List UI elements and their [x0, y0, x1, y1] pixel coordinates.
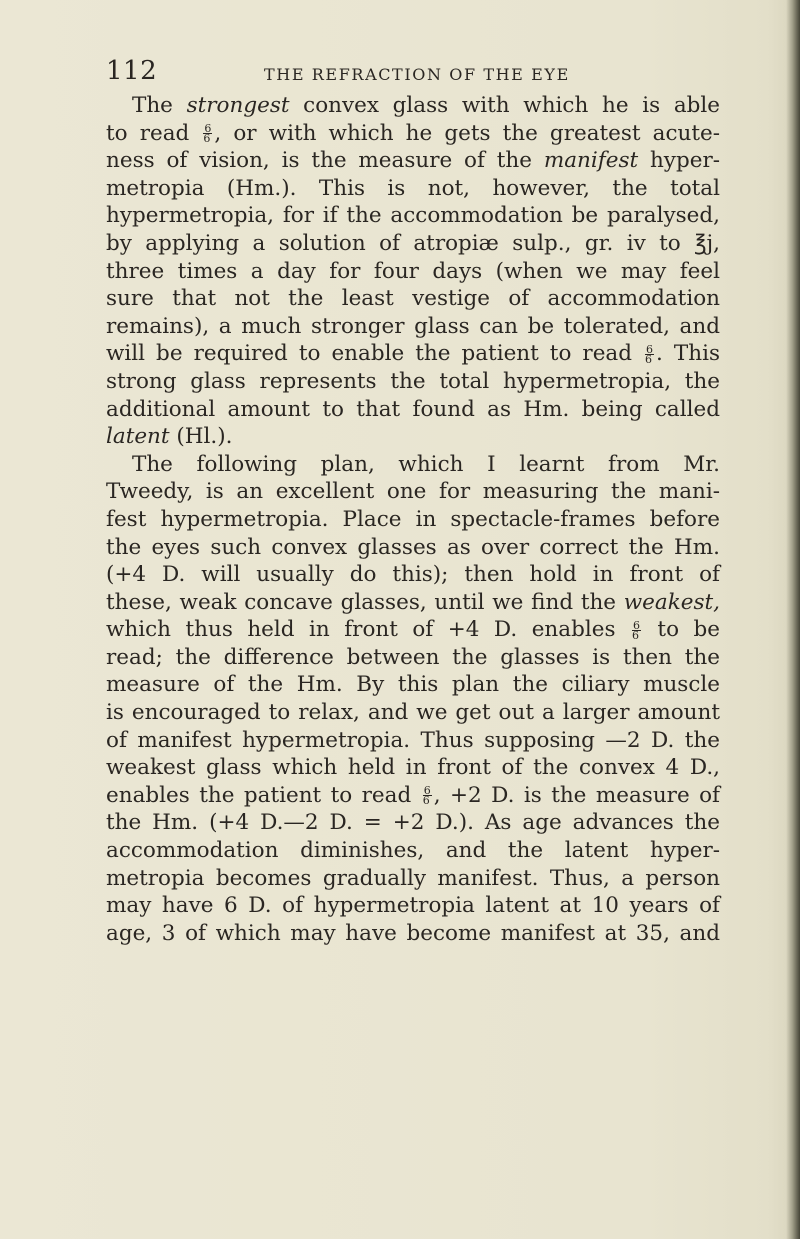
text-line — [106, 478, 720, 506]
text-line — [106, 920, 720, 948]
page-header — [106, 56, 706, 86]
text-line — [106, 892, 720, 920]
text-run: may have 6 D. of hypermetropia latent at 10 years of — [106, 893, 720, 919]
text-line — [106, 671, 720, 699]
text-line — [106, 340, 720, 368]
text-run: the eyes such convex glasses as over correct the Hm. — [106, 534, 720, 560]
text-line — [106, 561, 720, 589]
text-line — [106, 616, 720, 644]
text-run: weakest glass which held in front of the convex 4 D., — [106, 755, 720, 781]
text-line — [106, 230, 720, 258]
fraction — [645, 342, 654, 366]
text-line — [106, 202, 720, 230]
text-run: The following plan, which I learnt from Mr. — [132, 451, 720, 477]
text-line — [106, 699, 720, 727]
text-line — [106, 451, 720, 479]
body-text — [106, 92, 720, 947]
fraction-numerator: 6 — [632, 618, 640, 632]
text-line — [106, 396, 720, 424]
fraction-denominator: 6 — [203, 132, 211, 146]
fraction-denominator: 6 — [645, 352, 653, 366]
text-line — [106, 644, 720, 672]
text-line — [106, 754, 720, 782]
fraction — [631, 618, 641, 642]
text-line — [106, 258, 720, 286]
text-line — [106, 506, 720, 534]
text-run: hypermetropia, for if the accommodation be paralysed, — [106, 203, 720, 229]
text-run: accommodation diminishes, and the latent hyper- — [106, 838, 720, 864]
text-line — [106, 120, 720, 148]
text-run: is encouraged to relax, and we get out a larger amount — [106, 700, 720, 726]
fraction-denominator: 6 — [631, 628, 639, 642]
text-run: remains), a much stronger glass can be tolerated, and — [106, 313, 720, 339]
italic-text: weakest, — [623, 589, 720, 615]
text-run: ness of vision, is the measure of the — [106, 148, 544, 174]
text-run: Tweedy, is an excellent one for measuring the mani- — [106, 479, 720, 505]
fraction — [422, 784, 432, 808]
text-line — [106, 423, 720, 451]
text-line — [106, 92, 720, 120]
text-line — [106, 837, 720, 865]
text-line — [106, 175, 720, 203]
fraction-numerator: 6 — [423, 784, 431, 798]
text-run: measure of the Hm. By this plan the ciliary muscle — [106, 672, 720, 698]
italic-text: manifest — [543, 148, 639, 174]
text-run: The — [132, 93, 187, 118]
text-run: of manifest hypermetropia. Thus supposing —2 D. the — [106, 727, 720, 753]
text-run: . This — [656, 341, 720, 367]
running-title: THE REFRACTION OF THE EYE — [264, 65, 570, 84]
text-run: convex glass with which he is able — [289, 93, 720, 118]
text-line — [106, 589, 720, 617]
text-run: (+4 D. will usually do this); then hold in front of — [106, 562, 720, 588]
text-line — [106, 313, 720, 341]
text-line — [106, 809, 720, 837]
fraction-denominator: 6 — [422, 794, 430, 808]
text-run: which thus held in front of +4 D. enables — [106, 617, 630, 643]
text-line — [106, 285, 720, 313]
fraction-numerator: 6 — [204, 122, 212, 136]
text-line — [106, 727, 720, 755]
text-run: strong glass represents the total hypermetropia, the — [106, 368, 720, 394]
text-run: read; the difference between the glasses is then the — [106, 644, 720, 670]
text-run: (Hl.). — [169, 424, 233, 450]
italic-text: strongest — [186, 93, 290, 118]
text-run: fest hypermetropia. Place in spectacle-frames before — [106, 506, 720, 532]
text-run: will be required to enable the patient to read — [106, 341, 644, 367]
italic-text: latent — [106, 424, 170, 450]
text-run: , +2 D. is the measure of — [433, 782, 721, 808]
text-run: , or with which he gets the greatest acute- — [214, 120, 720, 146]
text-line — [106, 368, 720, 396]
text-line — [106, 147, 720, 175]
text-run: to read — [106, 120, 202, 146]
text-run: these, weak concave glasses, until we find the — [106, 589, 624, 615]
text-run: metropia becomes gradually manifest. Thus, a person — [106, 865, 720, 891]
fraction-numerator: 6 — [646, 342, 654, 356]
page-number: 112 — [106, 56, 158, 86]
page-edge-shadow — [786, 0, 800, 1239]
text-run: three times a day for four days (when we may feel — [106, 258, 720, 284]
text-run: age, 3 of which may have become manifest at 35, and — [106, 920, 720, 946]
text-run: the Hm. (+4 D.—2 D. = +2 D.). As age advances the — [106, 810, 720, 836]
text-run: enables the patient to read — [106, 782, 421, 808]
text-line — [106, 782, 720, 810]
text-run: sure that not the least vestige of accommodation — [106, 286, 720, 312]
fraction — [203, 122, 212, 146]
text-line — [106, 534, 720, 562]
text-run: by applying a solution of atropiæ sulp., gr. iv to ℥j, — [106, 230, 720, 256]
text-run: additional amount to that found as Hm. being called — [106, 396, 720, 422]
text-line — [106, 865, 720, 893]
text-run: metropia (Hm.). This is not, however, the total — [106, 175, 720, 201]
text-run: hyper- — [638, 148, 720, 174]
text-run: to be — [642, 617, 720, 643]
